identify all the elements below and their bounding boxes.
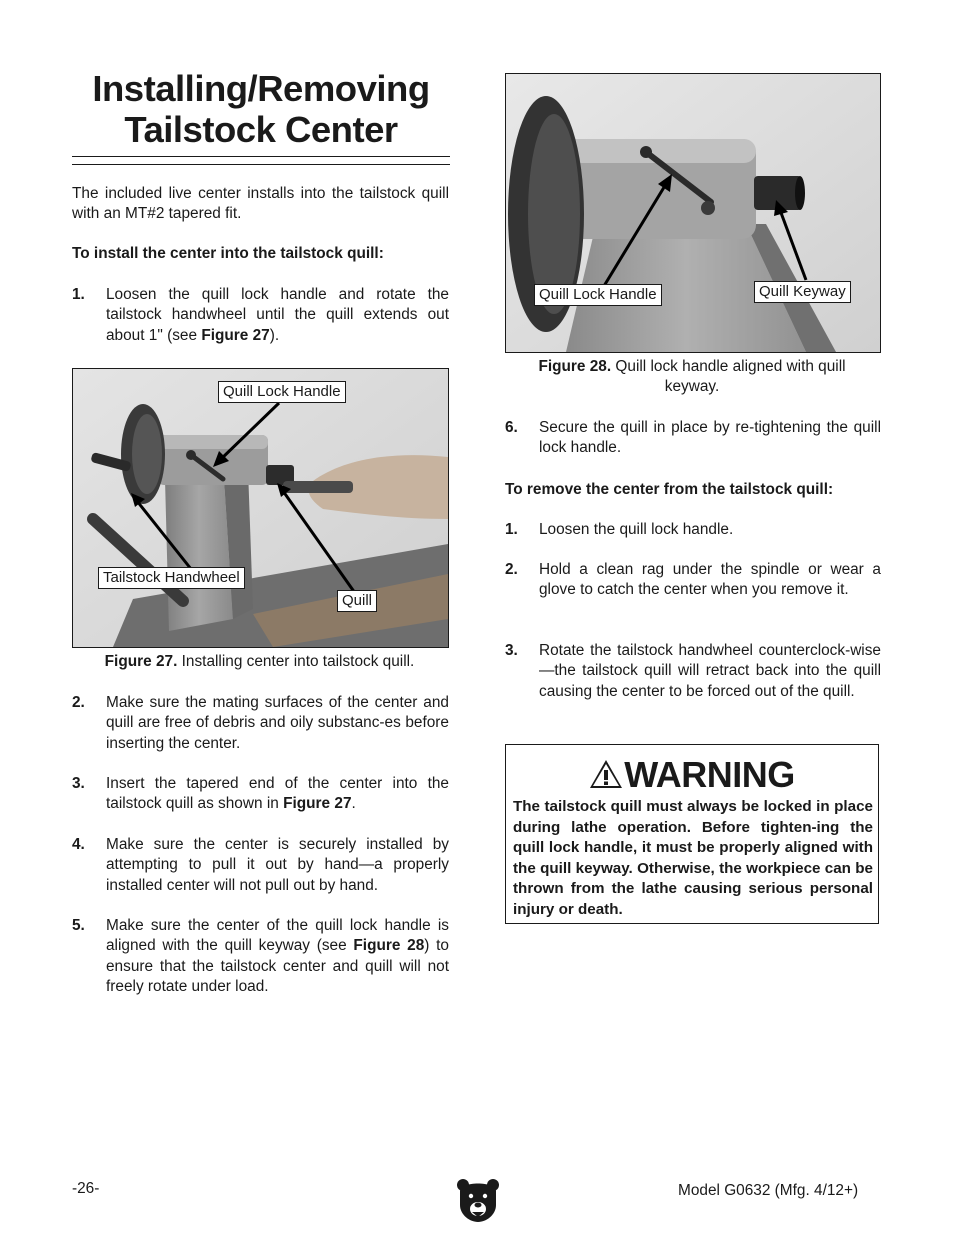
install-step-1: 1. Loosen the quill lock handle and rotate the tailstock handwheel until the quill extends out about 1" (see Figure 27). xyxy=(72,286,449,344)
model-info: Model G0632 (Mfg. 4/12+) xyxy=(678,1182,859,1199)
warning-triangle-icon xyxy=(589,759,623,789)
warning-box xyxy=(505,744,879,924)
title-rule-top xyxy=(72,156,450,157)
callout-quill-lock-handle: Quill Lock Handle xyxy=(218,381,346,403)
callout-tailstock-handwheel: Tailstock Handwheel xyxy=(98,567,245,589)
warning-header xyxy=(506,753,878,797)
install-step-2: 2. Make sure the mating surfaces of the center and quill are free of debris and oily substanc-es before inserting the center. xyxy=(72,694,449,752)
grizzly-bear-logo-icon xyxy=(456,1177,500,1223)
page-title: Installing/Removing Tailstock Center xyxy=(92,68,430,150)
install-heading: To install the center into the tailstock quill: xyxy=(72,245,384,262)
warning-title: WARNING xyxy=(624,754,795,795)
page-number: -26- xyxy=(72,1180,100,1197)
remove-step-2: 2. Hold a clean rag under the spindle or wear a glove to catch the center when you remove it. xyxy=(505,561,881,599)
figure-28-caption: Figure 28. Quill lock handle aligned with quill keyway. xyxy=(538,358,846,396)
callout-quill-lock-handle-fig28: Quill Lock Handle xyxy=(534,284,662,306)
install-step-3: 3. Insert the tapered end of the center into the tailstock quill as shown in Figure 27. xyxy=(72,775,449,813)
install-step-6: 6. Secure the quill in place by re-tightening the quill lock handle. xyxy=(505,419,881,457)
title-rule-bottom xyxy=(72,164,450,165)
remove-heading: To remove the center from the tailstock quill: xyxy=(505,481,834,498)
install-step-5: 5. Make sure the center of the quill lock handle is aligned with the quill keyway (see Figure 28) to ensure that the tailstock center and quill will not freely rotate under load. xyxy=(72,917,449,996)
figure-27-photo xyxy=(73,369,448,647)
callout-quill: Quill xyxy=(337,590,377,612)
callout-quill-keyway: Quill Keyway xyxy=(754,281,851,303)
remove-step-1: 1. Loosen the quill lock handle. xyxy=(505,521,734,538)
warning-text: The tailstock quill must always be locked in place during lathe operation. Before tighten-ing the quill lock handle, it must be properly aligned with the quill keyway. Otherwise, the workpiece can be thrown from the lathe causing serious personal injury or death. xyxy=(513,798,873,918)
figure-28-photo xyxy=(506,74,880,352)
figure-27-caption: Figure 27. Installing center into tailstock quill. xyxy=(104,653,415,670)
intro-paragraph: The included live center installs into the tailstock quill with an MT#2 tapered fit. xyxy=(72,185,449,223)
install-step-4: 4. Make sure the center is securely installed by attempting to pull it out by hand—a properly installed center will not pull out by hand. xyxy=(72,836,449,894)
figure-28-image xyxy=(505,73,881,353)
figure-27-image xyxy=(72,368,449,648)
remove-step-3: 3. Rotate the tailstock handwheel counterclock-wise—the tailstock quill will retract back into the quill causing the center to be forced out of the quill. xyxy=(505,642,881,700)
